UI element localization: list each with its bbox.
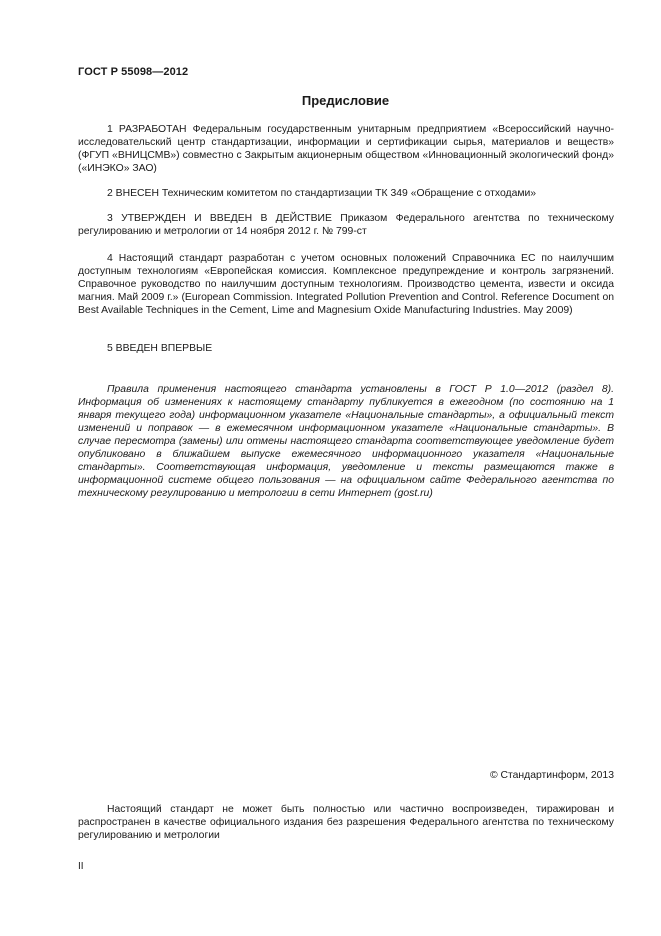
page-number: II <box>78 861 84 872</box>
reproduction-notice: Настоящий стандарт не может быть полностью или частично воспроизведен, тиражирован и распространен в качестве официального издания без разрешения Федерального агентства по техническому регулированию и метрологии <box>78 804 614 841</box>
paragraph-2: 2 ВНЕСЕН Техническим комитетом по стандартизации ТК 349 «Обращение с отходами» <box>107 188 537 199</box>
copyright-line: © Стандартинформ, 2013 <box>489 770 614 781</box>
paragraph-4: 4 Настоящий стандарт разработан с учетом основных положений Справочника ЕС по наилучшим доступным технологиям «Европейская комиссия. Комплексное предупреждение и контроль загрязнений. Справочное руководство по наилучшим доступным технологиям. Производство цемента, извести и оксида магния. Май 2009 г.» (European Commission. Integrated Pollution Prevention and Control. Reference Document on Best Available Techniques in the Cement, Lime and Magnesium Oxide Manufacturing Industries. May 2009) <box>78 253 614 316</box>
page-title: Предисловие <box>301 93 390 108</box>
paragraph-3: 3 УТВЕРЖДЕН И ВВЕДЕН В ДЕЙСТВИЕ Приказом Федерального агентства по техническому регулированию и метрологии от 14 ноября 2012 г. № 799-ст <box>78 213 614 237</box>
paragraph-1: 1 РАЗРАБОТАН Федеральным государственным унитарным предприятием «Всероссийский научно-исследовательский центр стандартизации, информации и сертификации сырья, материалов и веществ» (ФГУП «ВНИЦСМВ») совместно с Закрытым акционерным обществом «Инновационный экологический фонд» («ИНЭКО» ЗАО) <box>78 124 614 174</box>
application-rules-note: Правила применения настоящего стандарта установлены в ГОСТ Р 1.0—2012 (раздел 8). Информация об изменениях к настоящему стандарту публикуется в ежегодном (по состоянию на 1 января текущего года) информационном указателе «Национальные стандарты», а официальный текст изменений и поправок — в ежемесячном информационном указателе «Национальные стандарты». В случае пересмотра (замены) или отмены настоящего стандарта соответствующее уведомление будет опубликовано в ближайшем выпуске ежемесячного информационного указателя «Национальные стандарты». Соответствующая информация, уведомление и тексты размещаются также в информационной системе общего пользования — на официальном сайте Федерального агентства по техническому регулированию и метрологии в сети Интернет (gost.ru) <box>78 384 614 499</box>
document-code: ГОСТ Р 55098—2012 <box>78 66 189 78</box>
paragraph-5: 5 ВВЕДЕН ВПЕРВЫЕ <box>107 343 213 354</box>
